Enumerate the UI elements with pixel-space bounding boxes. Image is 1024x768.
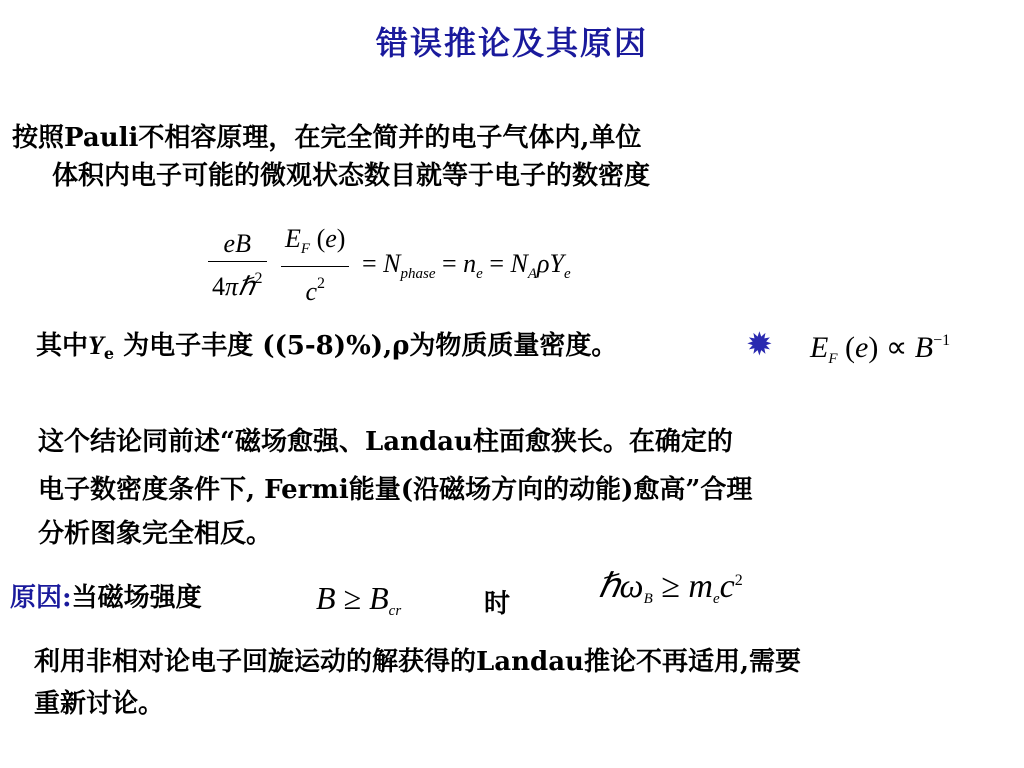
- density-formula: [208, 222, 571, 309]
- conclusion-line-2: 重新讨论。: [34, 689, 165, 719]
- reason-text: 当磁场强度: [71, 583, 202, 613]
- fraction-eb-num: eB: [208, 227, 267, 262]
- contradiction-line-3: 分析图象完全相反。: [38, 519, 273, 549]
- pauli-line-1: 按照Pauli不相容原理，在完全简并的电子气体内,单位: [12, 123, 642, 153]
- abundance-rest: 为电子丰度 ((5-8)%),ρ为物质质量密度。: [114, 331, 618, 361]
- critical-field-condition: $B \ge B_{cr}$: [316, 580, 402, 619]
- fermi-relation: $E_F$ $(e) \propto B^{-1}$: [810, 331, 951, 367]
- reason-line: [10, 580, 202, 616]
- slide-title: 错误推论及其原因: [375, 24, 648, 62]
- fraction-ef: [281, 222, 349, 309]
- starburst-icon: ✹: [746, 325, 773, 363]
- reason-label: 原因:: [10, 583, 72, 613]
- pauli-line-2: 体积内电子可能的微观状态数目就等于电子的数密度: [52, 161, 651, 191]
- fraction-ef-num: $E_F$ (e): [281, 222, 349, 267]
- fraction-eb: [208, 227, 267, 304]
- formula-rhs: = $N_{phase} = n_e = N_A\rho Y_e$: [361, 248, 571, 282]
- cyclotron-condition: ℏω$_B$ ≥ $m_ec^2$: [598, 568, 743, 607]
- when-text: 时: [484, 589, 511, 619]
- contradiction-line-2: 电子数密度条件下, Fermi能量(沿磁场方向的动能)愈高”合理: [38, 475, 753, 505]
- ye-symbol: Y: [88, 331, 104, 360]
- fraction-ef-den: $c^2$: [305, 275, 326, 306]
- abundance-prefix: 其中: [36, 331, 89, 361]
- abundance-line: [36, 328, 617, 372]
- contradiction-line-1: 这个结论同前述“磁场愈强、Landau柱面愈狭长。在确定的: [38, 427, 733, 457]
- fraction-eb-den: 4πℏ$^2$: [212, 270, 263, 301]
- conclusion-line-1: 利用非相对论电子回旋运动的解获得的Landau推论不再适用,需要: [34, 647, 802, 677]
- ye-subscript: e: [103, 344, 115, 363]
